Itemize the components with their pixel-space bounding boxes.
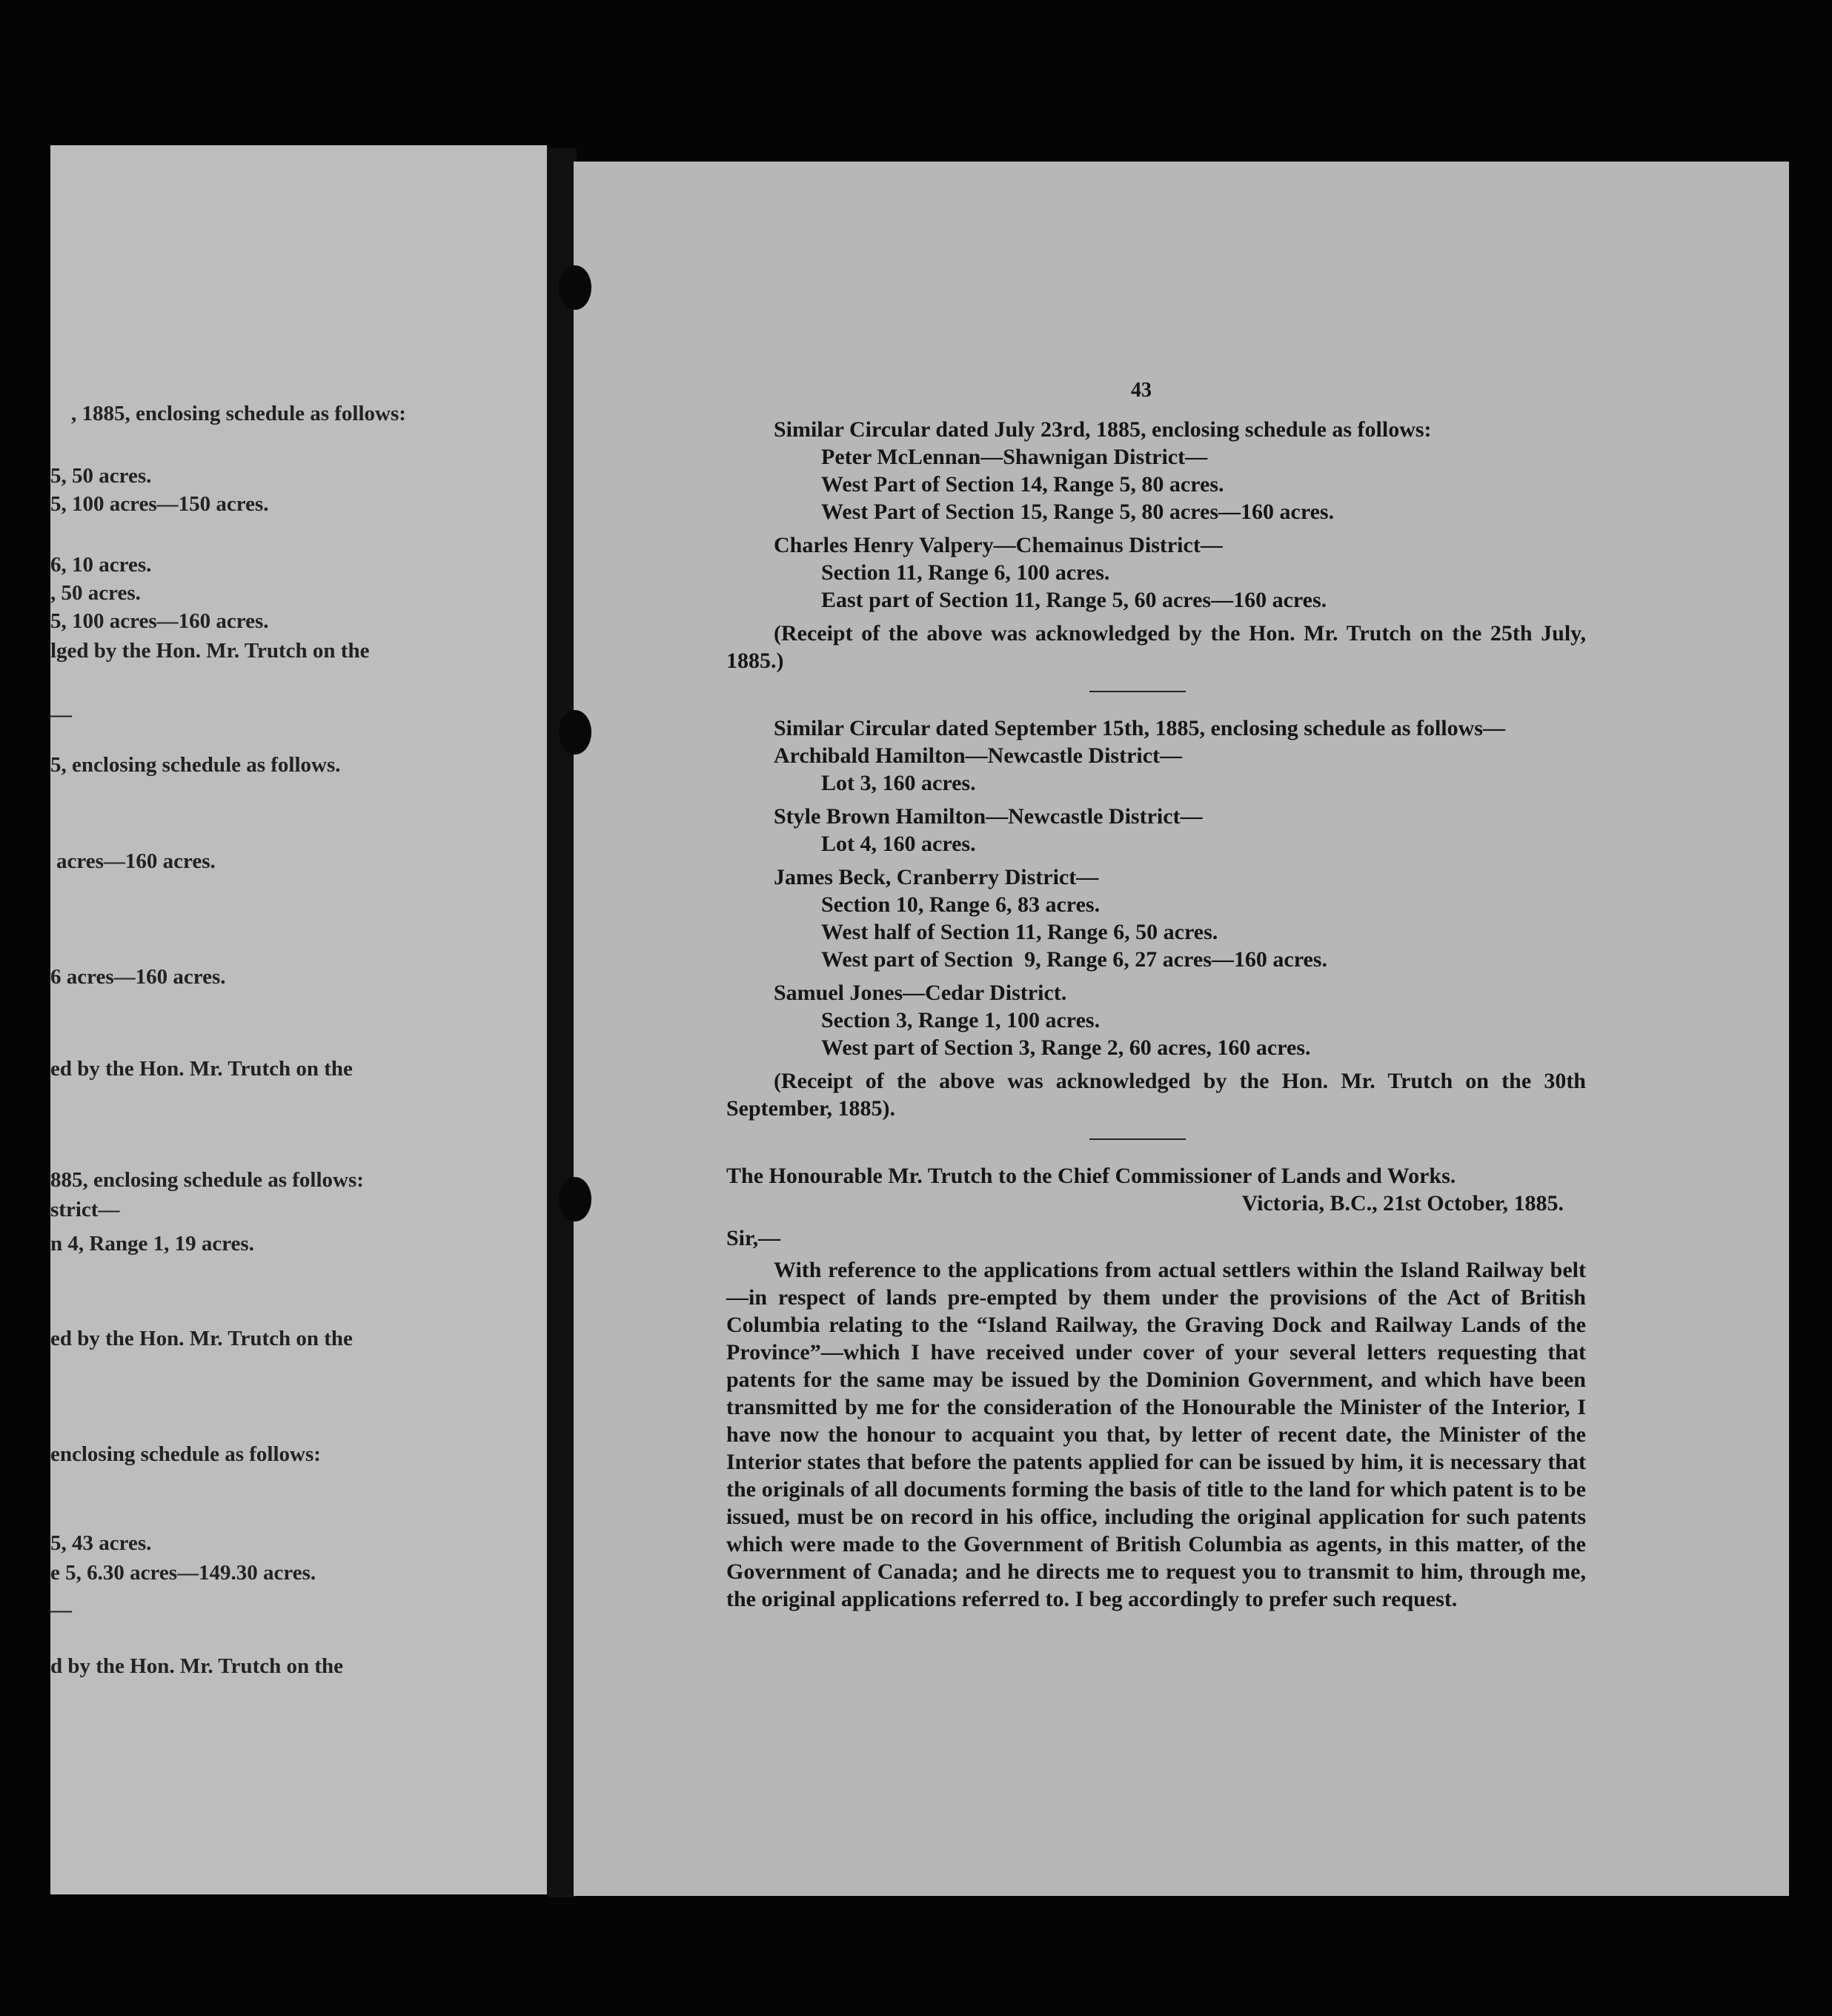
left-fragment: n 4, Range 1, 19 acres. (50, 1232, 254, 1256)
letter-heading: The Honourable Mr. Trutch to the Chief Commissioner of Lands and Works. (726, 1164, 1456, 1188)
letter-body: With reference to the applications from actual settlers within the Island Railway belt—in respect of lands pre-empted by them under the provisions of the Act of British Columbia relating to the “Island Railway, the Graving Dock and Railway Lands of the Province”—which I have received under cover of your several letters requesting that patents for the same may be issued by the Dominion Government, and which have been transmitted by me for the consideration of the Honourable the Minister of the Interior, I have now the honour to acquaint you that, by letter of recent date, the Minister of the Interior states that before the patents applied for can be issued by him, it is necessary that the originals of all documents forming the basis of title to the land for which patent is to be issued, must be on record in his office, including the original application for such patents which were made to the Government of British Columbia as agents, in this matter, of the Government of Canada; and he directs me to request you to transmit to him, through me, the original applications referred to. I beg accordingly to prefer such request. (726, 1258, 1586, 1611)
schedule-entry (726, 863, 1586, 973)
schedule-item: Lot 4, 160 acres. (821, 832, 976, 856)
schedule-item: Section 3, Range 1, 100 acres. (821, 1008, 1101, 1032)
left-fragment: acres—160 acres. (56, 849, 216, 873)
left-page (50, 145, 547, 1894)
page-number: 43 (1131, 379, 1152, 402)
left-fragment: 6, 10 acres. (50, 553, 152, 577)
schedule-item: West half of Section 11, Range 6, 50 acres. (821, 920, 1218, 944)
schedule-entry-name: Archibald Hamilton—Newcastle District— (774, 743, 1183, 768)
left-fragment: 5, enclosing schedule as follows. (50, 753, 341, 777)
schedule-item: Section 11, Range 6, 100 acres. (821, 560, 1110, 585)
left-fragment: — (50, 703, 72, 726)
left-fragment: ed by the Hon. Mr. Trutch on the (50, 1327, 353, 1350)
left-fragment: lged by the Hon. Mr. Trutch on the (50, 639, 370, 663)
left-fragment: , 1885, enclosing schedule as follows: (71, 402, 406, 425)
left-fragment: 5, 100 acres—160 acres. (50, 609, 269, 633)
section-divider (1089, 1138, 1186, 1140)
circular-heading: Similar Circular dated September 15th, 1885, enclosing schedule as follows— (774, 716, 1505, 740)
schedule-entry-name: Style Brown Hamilton—Newcastle District— (774, 804, 1203, 829)
left-fragment: d by the Hon. Mr. Trutch on the (50, 1654, 344, 1678)
left-fragment: strict— (50, 1198, 120, 1221)
book-gutter (547, 148, 577, 1897)
schedule-entry (726, 531, 1586, 614)
schedule-entry-name: James Beck, Cranberry District— (774, 865, 1099, 889)
left-fragment: , 50 acres. (50, 581, 141, 605)
left-fragment: 5, 50 acres. (50, 464, 152, 488)
right-page (574, 162, 1789, 1896)
schedule-item: East part of Section 11, Range 5, 60 acres—160 acres. (821, 588, 1327, 612)
left-fragment: 5, 100 acres—150 acres. (50, 492, 269, 516)
schedule-entry-name: Charles Henry Valpery—Chemainus District— (774, 533, 1223, 557)
binding-hole (559, 710, 591, 755)
schedule-entry (726, 979, 1586, 1061)
letter-dateline: Victoria, B.C., 21st October, 1885. (1241, 1191, 1564, 1216)
schedule-entry (726, 803, 1586, 858)
left-fragment: e 5, 6.30 acres—149.30 acres. (50, 1561, 316, 1585)
schedule-item: West part of Section 9, Range 6, 27 acres—160 acres. (821, 947, 1327, 972)
left-fragment: — (50, 1598, 72, 1622)
circular-heading: Similar Circular dated July 23rd, 1885, enclosing schedule as follows: (774, 417, 1432, 442)
left-fragment: ed by the Hon. Mr. Trutch on the (50, 1057, 353, 1081)
schedule-entry-name: Samuel Jones—Cedar District. (774, 981, 1067, 1005)
binding-hole (559, 1177, 591, 1221)
left-fragment: 6 acres—160 acres. (50, 965, 226, 989)
circular-july (726, 416, 1586, 525)
left-fragment: enclosing schedule as follows: (50, 1442, 321, 1466)
schedule-item: West part of Section 3, Range 2, 60 acres, 160 acres. (821, 1035, 1311, 1060)
letter-salutation: Sir,— (726, 1226, 781, 1250)
left-fragment: 885, enclosing schedule as follows: (50, 1168, 364, 1192)
receipt-note: (Receipt of the above was acknowledged by the Hon. Mr. Trutch on the 30th September, 1885). (726, 1069, 1586, 1121)
schedule-item: Section 10, Range 6, 83 acres. (821, 892, 1101, 917)
section-divider (1089, 691, 1186, 692)
schedule-item: West Part of Section 15, Range 5, 80 acres—160 acres. (821, 500, 1335, 524)
circular-september (726, 714, 1586, 797)
left-page-text (50, 145, 547, 1894)
receipt-note: (Receipt of the above was acknowledged by the Hon. Mr. Trutch on the 25th July, 1885.) (726, 621, 1586, 673)
schedule-item: West Part of Section 14, Range 5, 80 acres. (821, 472, 1224, 497)
binding-hole (559, 265, 591, 310)
left-fragment: 5, 43 acres. (50, 1531, 152, 1555)
schedule-entry-name: Peter McLennan—Shawnigan District— (821, 445, 1208, 469)
schedule-item: Lot 3, 160 acres. (821, 771, 976, 795)
page-content (726, 377, 1586, 1613)
